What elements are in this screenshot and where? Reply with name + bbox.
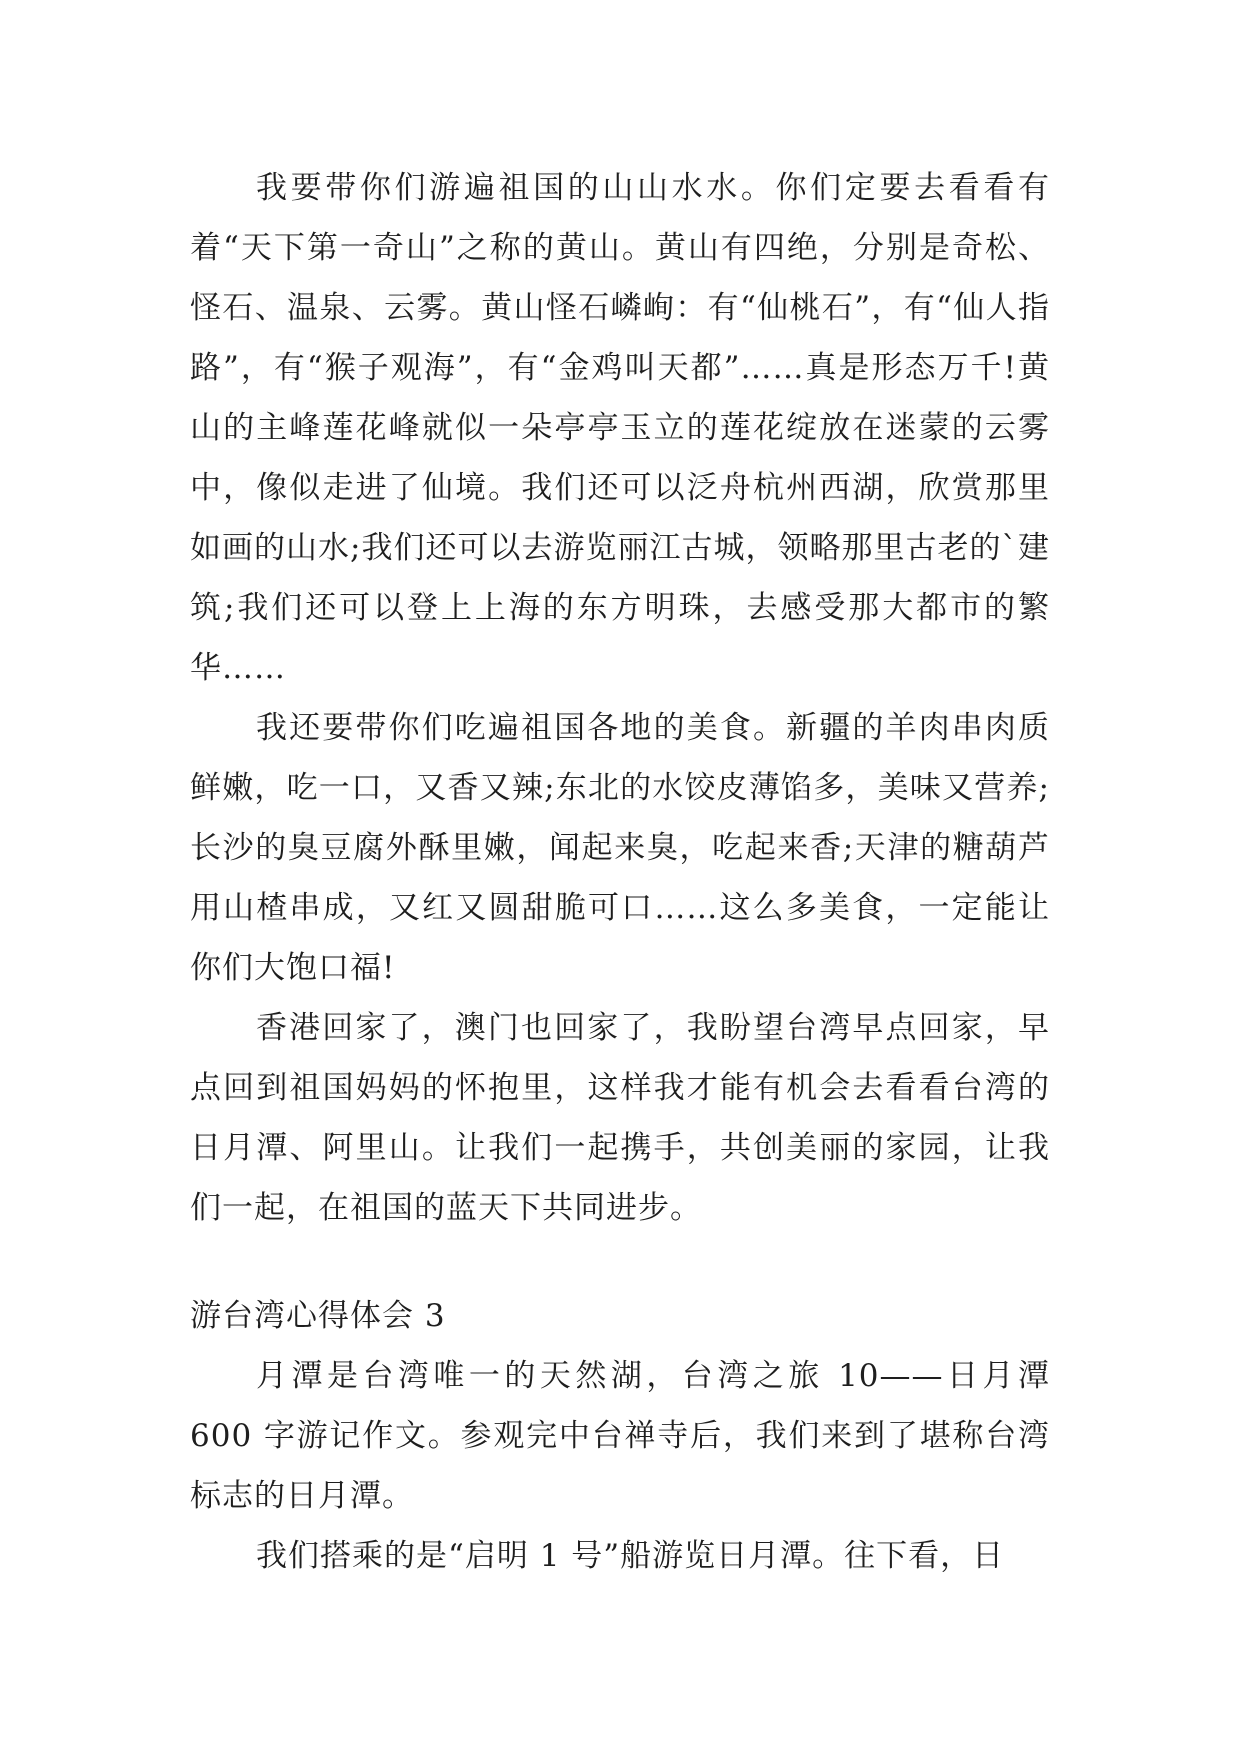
paragraph-boat-tour: 我们搭乘的是“启明 1 号”船游览日月潭。往下看，日 bbox=[256, 1538, 1005, 1574]
paragraph-taiwan-hope: 香港回家了，澳门也回家了，我盼望台湾早点回家，早点回到祖国妈妈的怀抱里，这样我才能有机会去看看台湾的日月潭、阿里山。让我们一起携手，共创美丽的家园，让我们一起，在祖国的蓝天下共同进步。 bbox=[190, 1010, 1050, 1226]
section-heading: 游台湾心得体会 3 bbox=[190, 1298, 446, 1334]
document-body bbox=[190, 158, 1050, 1586]
paragraph-huangshan: 我要带你们游遍祖国的山山水水。你们定要去看看有着“天下第一奇山”之称的黄山。黄山有四绝，分别是奇松、怪石、温泉、云雾。黄山怪石嶙峋：有“仙桃石”，有“仙人指路”，有“猴子观海”，有“金鸡叫天都”……真是形态万千!黄山的主峰莲花峰就似一朵亭亭玉立的莲花绽放在迷蒙的云雾中，像似走进了仙境。我们还可以泛舟杭州西湖，欣赏那里如画的山水;我们还可以去游览丽江古城，领略那里古老的`建筑;我们还可以登上上海的东方明珠，去感受那大都市的繁华…… bbox=[190, 170, 1050, 686]
paragraph-food: 我还要带你们吃遍祖国各地的美食。新疆的羊肉串肉质鲜嫩，吃一口，又香又辣;东北的水饺皮薄馅多，美味又营养;长沙的臭豆腐外酥里嫩，闻起来臭，吃起来香;天津的糖葫芦用山楂串成，又红又圆甜脆可口……这么多美食，一定能让你们大饱口福! bbox=[190, 710, 1050, 986]
paragraph-sun-moon-lake: 月潭是台湾唯一的天然湖，台湾之旅 10——日月潭 600 字游记作文。参观完中台禅寺后，我们来到了堪称台湾标志的日月潭。 bbox=[190, 1358, 1050, 1514]
